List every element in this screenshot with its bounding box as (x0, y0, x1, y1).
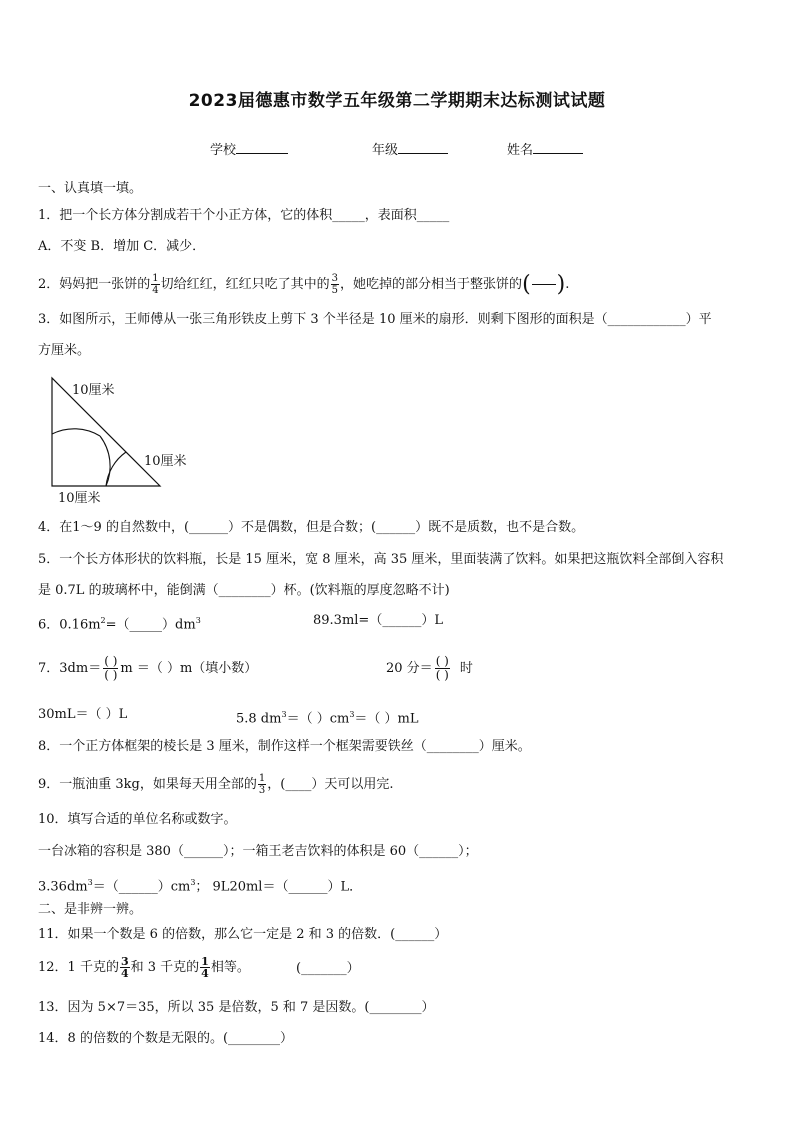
question-9: 9．一瓶油重 3kg，如果每天用全部的 $\frac{1}{3}$ ，(____）天可以用完. (38, 773, 394, 796)
q2-text-b: 切给红红，红红只吃了其中的 (160, 277, 330, 292)
q7-fraction-blank-2[interactable]: $\frac{( )}{( )}$ (435, 654, 449, 682)
q2-text-a: 2．妈妈把一张饼的 (38, 277, 151, 292)
sector-arc-top (52, 429, 100, 436)
question-12: 12．1 千克的 $\frac{3}{4}$ 和 3 千克的 $\frac{1}{4}$ 相等。 (38, 955, 250, 980)
label-right: 10厘米 (144, 454, 187, 469)
question-3-line-2: 方厘米。 (38, 343, 91, 358)
q2-text-c: ，她吃掉的部分相当于整张饼的 (340, 277, 523, 292)
grade-field[interactable] (372, 139, 448, 158)
q12-fraction-1: $\frac{3}{4}$ (120, 955, 129, 980)
q2-fraction-1: $\frac{1}{4}$ (152, 273, 159, 296)
question-7: 7．3dm＝ $\frac{( )}{( )}$ m ＝（ ）m（填小数） (38, 654, 258, 682)
school-blank[interactable] (236, 141, 288, 154)
name-label: 姓名 (507, 143, 534, 158)
grade-blank[interactable] (398, 141, 448, 154)
question-10-line-b: $3.36dm^3=(\_\_\_\_\_\_)cm^3$； 9L20ml＝（______）L． (38, 878, 363, 895)
question-10-line-a: 一台冰箱的容积是 380（______）；一箱王老吉饮料的体积是 60（______）； (38, 844, 478, 859)
question-12-blank: (_______） (296, 961, 360, 976)
question-5-line-1: 5．一个长方体形状的饮料瓶，长是 15 厘米，宽 8 厘米，高 35 厘米，里面装满了饮料。如果把这瓶饮料全部倒入容积 (38, 552, 724, 567)
label-bottom: 10厘米 (58, 491, 101, 506)
question-1-options: A．不变 B．增加 C．减少． (38, 239, 206, 254)
q2-answer-blank[interactable]: ( ) (522, 271, 566, 297)
section-2-heading: 二、是非辨一辨。 (38, 902, 143, 917)
question-2: 2．妈妈把一张饼的 $\frac{1}{4}$ 切给红红，红红只吃了其中的 $\frac{3}{5}$ ，她吃掉的部分相当于整张饼的( ). (38, 271, 570, 297)
question-13: 13．因为 5×7＝35，所以 35 是倍数，5 和 7 是因数。(________） (38, 1000, 435, 1015)
question-7-right: 20 分＝ $\frac{( )}{( )}$ 时 (386, 654, 473, 682)
question-1: 1．把一个长方体分割成若干个小正方体，它的体积_____，表面积_____ (38, 208, 450, 223)
question-7-line-2-left: 30mL＝（ ）L (38, 707, 128, 722)
question-8: 8．一个正方体框架的棱长是 3 厘米，制作这样一个框架需要铁丝（________）厘米。 (38, 739, 531, 754)
q7-fraction-blank-1[interactable]: $\frac{( )}{( )}$ (104, 654, 118, 682)
q2-fraction-2: $\frac{3}{5}$ (331, 273, 339, 296)
q9-fraction: $\frac{1}{3}$ (258, 773, 266, 796)
page-title: 2023届德惠市数学五年级第二学期期末达标测试试题 (188, 91, 606, 111)
sector-arc-bottom-left (100, 436, 110, 486)
question-11: 11．如果一个数是 6 的倍数，那么它一定是 2 和 3 的倍数．(______） (38, 927, 448, 942)
question-14: 14．8 的倍数的个数是无限的。(________） (38, 1031, 294, 1046)
question-4: 4．在1～9 的自然数中，(______）不是偶数，但是合数；(______）既不是质数，也不是合数。 (38, 520, 585, 535)
question-5-line-2: 是 0.7L 的玻璃杯中，能倒满（________）杯。(饮料瓶的厚度忽略不计) (38, 583, 450, 598)
grade-label: 年级 (372, 143, 399, 158)
school-field[interactable] (210, 139, 288, 158)
section-1-heading: 一、认真填一填。 (38, 181, 143, 196)
question-10: 10．填写合适的单位名称或数字。 (38, 812, 237, 827)
question-6-right: 89.3ml=（______）L (313, 613, 443, 628)
question-3-line-1: 3．如图所示，王师傅从一张三角形铁皮上剪下 3 个半径是 10 厘米的扇形．则剩下图形的面积是（____________）平 (38, 312, 712, 327)
question-7-line-2-right: 5.8 $dm^3=$（ ）$cm^3=$（ ）mL (236, 710, 419, 727)
q12-fraction-2: $\frac{1}{4}$ (201, 955, 209, 980)
label-hypotenuse: 10厘米 (72, 383, 115, 398)
name-blank[interactable] (533, 141, 583, 154)
school-label: 学校 (210, 143, 237, 158)
name-field[interactable] (507, 139, 583, 158)
question-6: 6．$0.16m^2=(\_\_\_\_\_)dm^3$ (38, 616, 201, 633)
triangle-sectors-figure (40, 372, 210, 508)
